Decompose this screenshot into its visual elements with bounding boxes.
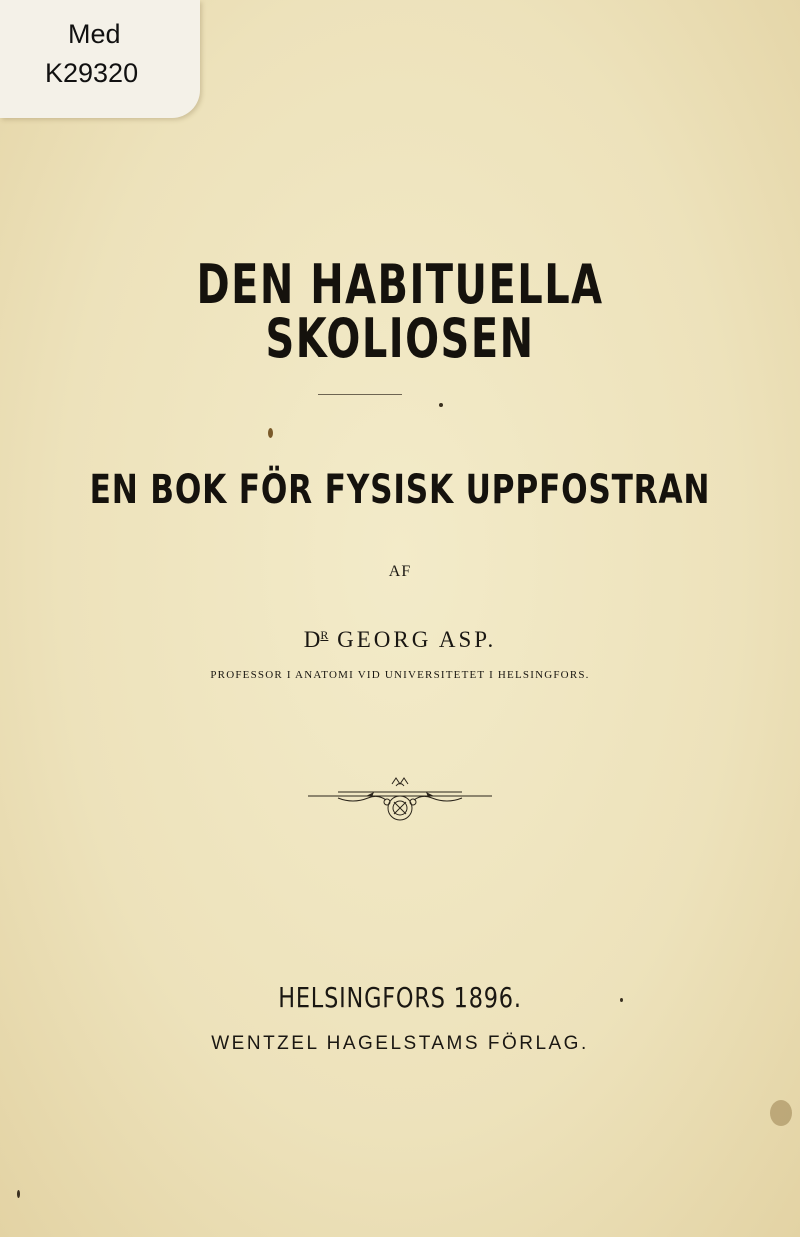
author-prefix-sup: R [320,628,329,642]
by-word: AF [388,563,412,580]
ornament-divider [308,772,492,832]
author-title [304,627,329,652]
author-prefix: D [303,627,321,652]
publisher: WENTZEL HAGELSTAMS FÖRLAG. [211,1033,589,1054]
paper-speck [17,1190,20,1198]
book-subtitle: EN BOK FÖR FYSISK UPPFOSTRAN [89,467,711,513]
book-title: DEN HABITUELLA SKOLIOSEN [196,253,604,370]
author-line [0,628,800,651]
paper-speck [770,1100,792,1126]
author-name: GEORG ASP. [337,627,497,652]
paper-speck [268,428,273,438]
library-label-line2: K29320 [45,58,139,88]
title-divider [318,394,402,395]
place-and-year: HELSINGFORS 1896. [278,981,522,1014]
library-label [0,0,200,118]
paper-speck [620,998,623,1002]
paper-speck [439,403,443,407]
author-affiliation: PROFESSOR I ANATOMI VID UNIVERSITETET I HELSINGFORS. [210,669,590,681]
library-label-line1: Med [68,19,121,49]
